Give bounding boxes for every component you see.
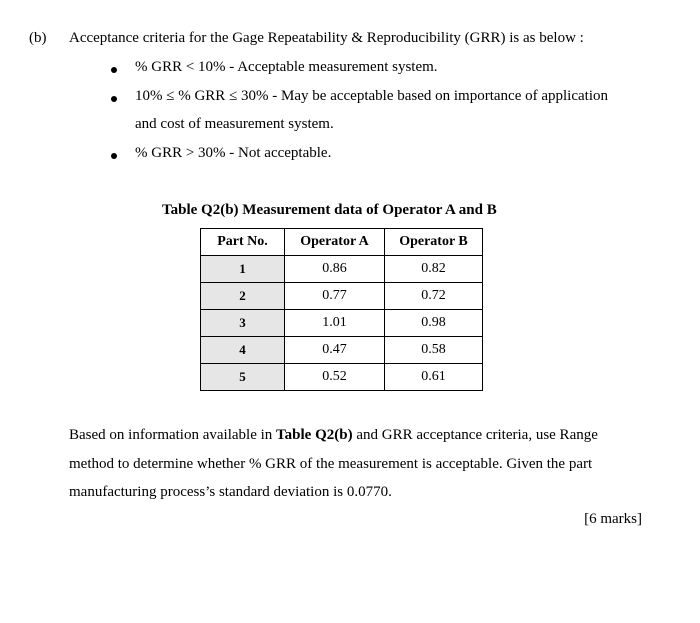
bullet-dot bbox=[111, 67, 117, 73]
table-row bbox=[201, 364, 483, 391]
question-label: (b) bbox=[29, 30, 47, 46]
criterion-2-continued: and cost of measurement system. bbox=[135, 116, 334, 132]
table-row bbox=[201, 337, 483, 364]
bullet-dot bbox=[111, 153, 117, 159]
instruction-line-3: manufacturing process’s standard deviation is 0.0770. bbox=[69, 484, 392, 500]
table-row bbox=[201, 283, 483, 310]
part-no-cell: 1 bbox=[201, 256, 285, 283]
part-no-cell: 4 bbox=[201, 337, 285, 364]
header-operator-a: Operator A bbox=[285, 229, 385, 256]
measurement-table bbox=[200, 228, 483, 391]
criterion-2: 10% ≤ % GRR ≤ 30% - May be acceptable based on importance of application bbox=[135, 88, 608, 104]
question-intro: Acceptance criteria for the Gage Repeatability & Reproducibility (GRR) is as below : bbox=[69, 30, 584, 46]
table-header-row bbox=[201, 229, 483, 256]
marks-label: [6 marks] bbox=[584, 511, 642, 527]
part-no-cell: 3 bbox=[201, 310, 285, 337]
operator-a-cell: 0.86 bbox=[285, 256, 385, 283]
header-part-no: Part No. bbox=[201, 229, 285, 256]
table-row bbox=[201, 256, 483, 283]
part-no-cell: 2 bbox=[201, 283, 285, 310]
operator-b-cell: 0.98 bbox=[385, 310, 483, 337]
criterion-3: % GRR > 30% - Not acceptable. bbox=[135, 145, 332, 161]
table-reference: Table Q2(b) bbox=[276, 427, 353, 443]
part-no-cell: 5 bbox=[201, 364, 285, 391]
operator-a-cell: 0.77 bbox=[285, 283, 385, 310]
instruction-line-1 bbox=[69, 427, 598, 444]
table-row bbox=[201, 310, 483, 337]
header-operator-b: Operator B bbox=[385, 229, 483, 256]
instruction-text: Based on information available in bbox=[69, 427, 277, 443]
operator-a-cell: 1.01 bbox=[285, 310, 385, 337]
operator-b-cell: 0.61 bbox=[385, 364, 483, 391]
operator-b-cell: 0.58 bbox=[385, 337, 483, 364]
operator-a-cell: 0.47 bbox=[285, 337, 385, 364]
instruction-line-2: method to determine whether % GRR of the measurement is acceptable. Given the part bbox=[69, 456, 593, 472]
operator-b-cell: 0.72 bbox=[385, 283, 483, 310]
criterion-1: % GRR < 10% - Acceptable measurement system. bbox=[135, 59, 438, 75]
operator-a-cell: 0.52 bbox=[285, 364, 385, 391]
instruction-text: and GRR acceptance criteria, use Range bbox=[352, 427, 598, 443]
table-caption: Table Q2(b) Measurement data of Operator A and B bbox=[162, 202, 497, 218]
operator-b-cell: 0.82 bbox=[385, 256, 483, 283]
bullet-dot bbox=[111, 96, 117, 102]
